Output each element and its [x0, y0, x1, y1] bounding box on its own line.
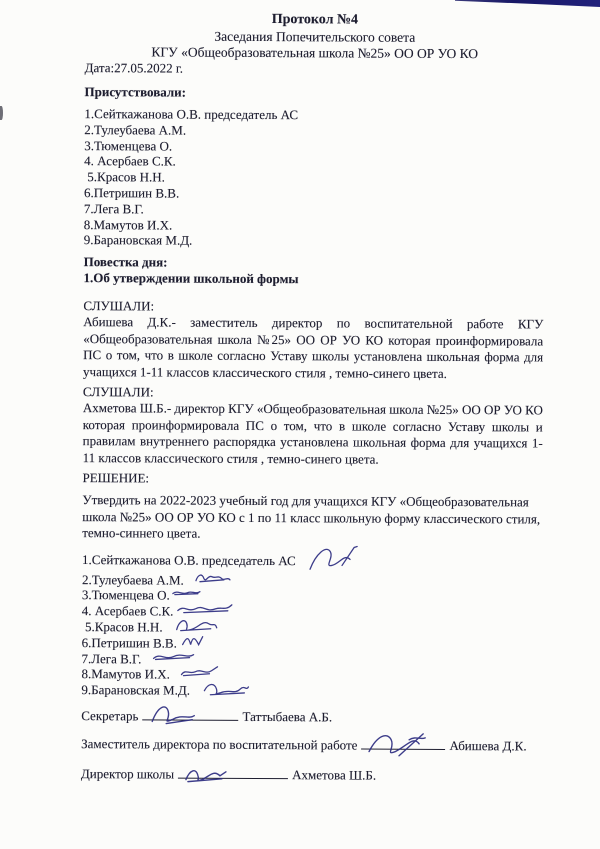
document-subtitle-2: КГУ «Общеобразовательная школа №25» ОО ОР УО КО — [151, 44, 479, 62]
deputy-line — [81, 733, 541, 755]
signature-list — [81, 550, 542, 701]
attendee-item: 4. Асербаев С.К. — [84, 153, 176, 169]
attendee-item: 8.Мамутов И.Х. — [83, 216, 173, 233]
attendee-item: 5.Красов Н.Н. — [84, 169, 166, 185]
signature-baranovskaya — [200, 679, 250, 697]
signature-petrishin — [181, 632, 205, 648]
signature-deputy — [365, 730, 431, 758]
heard-1-heading: СЛУШАЛИ: — [83, 298, 155, 314]
signature-mamutov — [180, 665, 220, 679]
signature-director — [182, 764, 230, 784]
director-signature-line — [178, 764, 288, 780]
signer-row: 4. Асербаев С.К. — [82, 603, 542, 621]
signature-krasov — [173, 616, 219, 634]
document-date: Дата:27.05.2022 г. — [84, 60, 184, 76]
signer-row: 1.Сейткажанова О.В. председатель АС — [82, 550, 542, 574]
attendees-list — [84, 106, 545, 251]
heard-2-body: Ахметова Ш.Б.- директор КГУ «Общеобразовательная школа №25» ОО ОР УО КО которая проинформировала ПС о том, что в школе согласно Уставу школы и правилам внутреннего распорядка установлена школьная форма для учащихся 1-11 классов классического стиля , темно-синего цвета. — [82, 400, 543, 467]
director-label: Директор школы — [80, 766, 175, 782]
secretary-line — [81, 705, 541, 727]
heard-1-body: Абишева Д.К.- заместитель директор по воспитательной работе КГУ «Общеобразовательная школа №25» ОО ОР УО КО которая проинформировала ПС о том, что в школе согласно Уставу школы установлена школьная форма для учащихся 1-11 классов классического стиля , темно-синего цвета. — [83, 314, 544, 381]
director-name: Ахметова Ш.Б. — [292, 767, 377, 783]
signer-row: 3.Тюменцева О. — [82, 588, 542, 606]
decision-body: Утвердить на 2022-2023 учебный год для учащихся КГУ «Общеобразовательная школа №25» ОО ОР УО КО с 1 по 11 класс школьную форму классического стиля, темно-синнего цвета. — [82, 492, 541, 541]
agenda-item-1: 1.Об утверждении школьной формы — [83, 270, 299, 287]
director-line — [81, 763, 541, 785]
signer-row: 8.Мамутов И.Х. — [81, 667, 541, 685]
document-subtitle-1: Заседания Попечительского совета — [214, 28, 416, 45]
signer-row: 9.Барановская М.Д. — [81, 682, 541, 700]
secretary-label: Секретарь — [81, 708, 139, 724]
signature-tyumentseva — [172, 587, 202, 599]
attendee-item: 9.Барановская М.Д. — [83, 232, 193, 249]
signer-row: 5.Красов Н.Н. — [82, 619, 542, 637]
secretary-signature-line — [142, 705, 238, 721]
agenda-heading: Повестка дня: — [83, 254, 168, 270]
deputy-name: Абишева Д.К. — [449, 738, 527, 754]
attendee-item: 2.Тулеубаева А.М. — [84, 121, 187, 138]
signer-row: 6.Петришин В.В. — [82, 635, 542, 653]
attendees-heading: Присутствовали: — [84, 84, 187, 100]
secretary-name: Таттыбаева А.Б. — [242, 708, 333, 725]
document-title: Протокол №4 — [271, 12, 359, 28]
attendee-item: 6.Петришин В.В. — [83, 185, 180, 201]
signature-secretary — [146, 701, 198, 725]
signature-seytkazhanova — [306, 543, 358, 573]
decision-heading: РЕШЕНИЕ: — [82, 470, 150, 486]
signature-tuleubaeva — [194, 570, 232, 584]
heard-2-heading: СЛУШАЛИ: — [82, 384, 154, 400]
attendee-item: 3.Тюменцева О. — [84, 137, 173, 154]
signer-row: 7.Лега В.Г. — [82, 651, 542, 669]
signature-lega — [151, 650, 195, 662]
deputy-signature-line — [361, 735, 445, 750]
deputy-label: Заместитель директора по воспитательной работе — [81, 736, 358, 753]
attendee-item: 7.Лега В.Г. — [83, 200, 144, 217]
attendee-item: 1.Сейткажанова О.В. председатель АС — [84, 106, 299, 123]
signer-row: 2.Тулеубаева А.М. — [82, 572, 542, 590]
